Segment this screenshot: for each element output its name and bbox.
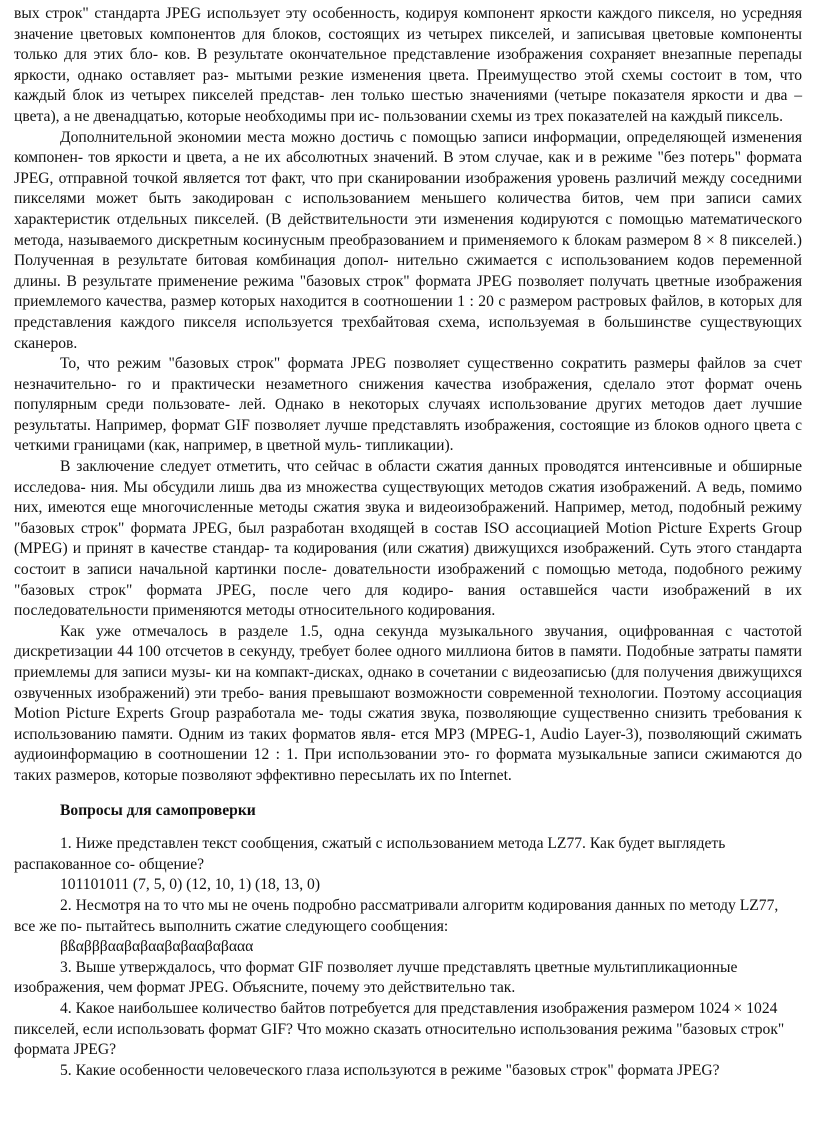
questions-list (14, 834, 802, 1081)
paragraph-5: Как уже отмечалось в разделе 1.5, одна секунда музыкального звучания, оцифрованная с частотой дискретизации 44 100 отсчетов в секунду, требует более одного миллиона битов в памяти. Подобные затраты памяти приемлемы для записи музы- ки на компакт-дисках, однако в сочетании с видеозаписью (для получения движущихся озвученных изображений) эти требо- вания превышают возможности современной технологии. Поэтому ассоциация Motion Picture Experts Group разработала ме- тоды сжатия звука, позволяющие существенно снизить требования к использованию памяти. Одним из таких форматов явля- ется MP3 (MPEG-1, Audio Layer-3), позволяющий сжимать аудиоинформацию в соотношении 12 : 1. При использовании это- го формата музыкальные записи сжимаются до таких размеров, которые позволяют эффективно пересылать их по Internet. (14, 622, 802, 784)
question-5: 5. Какие особенности человеческого глаза используются в режиме "базовых строк" формата JPEG? (60, 1061, 720, 1079)
question-3: 3. Выше утверждалось, что формат GIF позволяет лучше представлять цветные мультипликационные изображения, чем формат JPEG. Объясните, почему это действительно так. (14, 958, 738, 997)
section-heading: Вопросы для самопроверки (60, 801, 256, 819)
question-2: 2. Несмотря на то что мы не очень подробно рассматривали алгоритм кодирования данных по методу LZ77, все же по- пытайтесь выполнить сжатие следующего сообщения: (14, 896, 779, 935)
paragraph-2: Дополнительной экономии места можно достичь с помощью записи информации, определяющей изменения компонен- тов яркости и цвета, а не их абсолютных значений. В этом случае, как и в режиме "без потерь" формата JPEG, отправной точкой является тот факт, что при сканировании изображения уровень различий между соседними пикселями может быть закодирован с использованием меньшего количества битов, чем при записи самих характеристик отдельных пикселей. (В действительности эти изменения кодируются с помощью математического метода, называемого дискретным косинусным преобразованием и применяемого к блокам размером 8 × 8 пикселей.) Полученная в результате битовая комбинация допол- нительно сжимается с использованием кодов переменной длины. В результате применение режима "базовых строк" формата JPEG позволяет получать цветные изображения приемлемого качества, размер которых находится в соотношении 1 : 20 с размером растровых файлов, в которых для представления каждого пикселя используется трехбайтовая схема, используемая в большинстве существующих сканеров. (14, 128, 802, 352)
question-1-data: 101101011 (7, 5, 0) (12, 10, 1) (18, 13, 0) (60, 876, 321, 894)
question-4: 4. Какое наибольшее количество байтов потребуется для представления изображения размером 1024 × 1024 пикселей, если использовать формат GIF? Что можно сказать относительно использования режима "базовых строк" формата JPEG? (14, 999, 785, 1059)
question-1: 1. Ниже представлен текст сообщения, сжатый с использованием метода LZ77. Как будет выглядеть распакованное со- общение? (14, 835, 726, 873)
paragraph-1: вых строк" стандарта JPEG использует эту особенность, кодируя компонент яркости каждого пикселя, но усредняя значение цветовых компонентов для блоков, состоящих из четырех пикселей, и записывая цветовые компоненты только для этих бло- ков. В результате окончательное представление изображения сохраняет внезапные перепады яркости, однако оставляет раз- мытыми резкие изменения цвета. Преимущество этой схемы состоит в том, что каждый блок из четырех пикселей представ- лен только шестью значениями (четыре показателя яркости и два – цвета), а не двенадцатью, которые необходимы при ис- пользовании схемы из трех показателей на каждый пиксель. (14, 5, 802, 125)
paragraph-4: В заключение следует отметить, что сейчас в области сжатия данных проводятся интенсивные и обширные исследова- ния. Мы обсудили лишь два из множества существующих методов сжатия изображений. А ведь, помимо них, имеются еще многочисленные методы сжатия звука и видеоизображений. Например, метод, подобный режиму "базовых строк" формата JPEG, был разработан входящей в состав ISO ассоциацией Motion Picture Experts Group (MPEG) и принят в качестве стандар- та кодирования (или сжатия) движущихся изображений. Суть этого стандарта состоит в записи начальной картинки после- довательности изображений с помощью метода, подобного режиму "базовых строк" формата JPEG, после чего для кодиро- вания оставшейся части изображений в их последовательности применяются методы относительного кодирования. (14, 458, 802, 620)
paragraph-3: То, что режим "базовых строк" формата JPEG позволяет существенно сократить размеры файлов за счет незначительно- го и практически незаметного снижения качества изображения, сделало этот формат очень популярным среди пользовате- лей. Однако в некоторых случаях использование других методов дает лучшие результаты. Например, формат GIF позволяет лучше представлять изображения, состоящие из блоков одного цвета с четкими границами (как, например, в цветной муль- типликации). (14, 355, 802, 455)
question-2-data: βßαβββααβαβααβαβααβαβααα (60, 938, 254, 956)
